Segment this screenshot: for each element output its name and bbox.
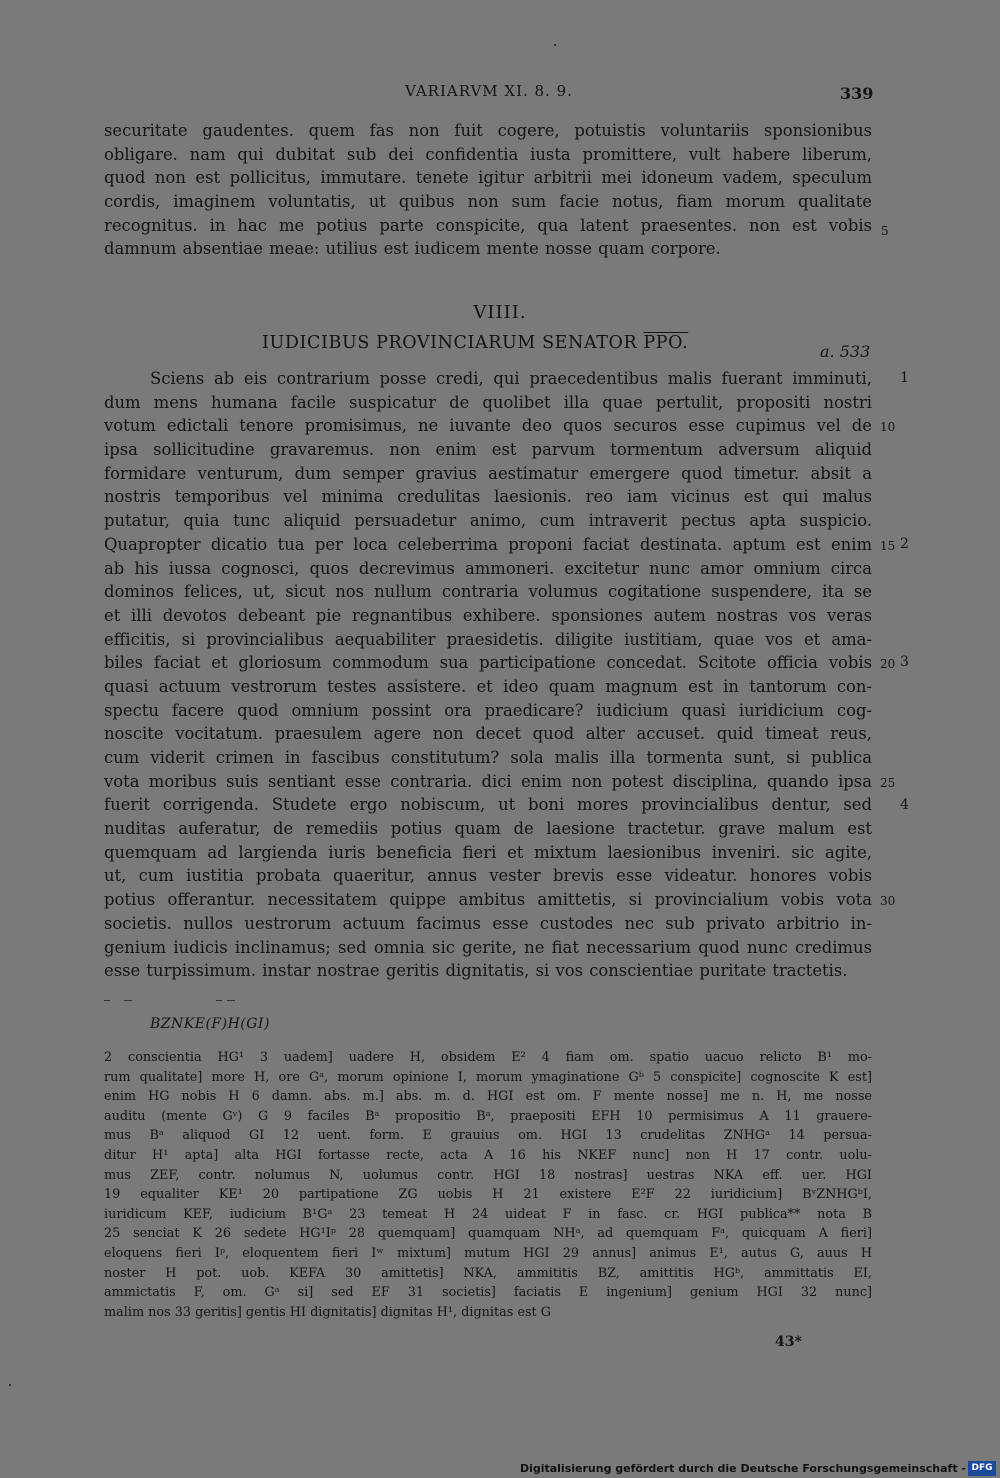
text-line: dum mens humana facile suspicatur de quolibet illa quae pertulit, propositi nostri	[104, 392, 872, 412]
text-line: Quapropter dicatio tua per loca celeberrima proponi faciat destinata. aptum est enim	[104, 534, 872, 554]
text-line: quod non est pollicitus, immutare. tenete igitur arbitrii mei idoneum vadem, speculum	[104, 168, 872, 188]
section-date: a. 533	[820, 342, 871, 361]
text-line: noster H pot. uob. KEFA 30 amittetis] NKA, ammititis BZ, amittitis HGᵇ, ammittatis EI,	[104, 1265, 872, 1281]
text-line: mus Bᵃ aliquod GI 12 uent. form. E grauius om. HGI 13 crudelitas ZNHGᵃ 14 persua-	[104, 1128, 872, 1144]
signature-mark: 43*	[775, 1334, 802, 1350]
section-title-main: IUDICIBUS PROVINCIARUM SENATOR	[262, 333, 638, 353]
text-line: auditu (mente Gᵛ) G 9 faciles Bᵃ propositio Bᵃ, praepositi EFH 10 permisimus A 11 grauere-	[104, 1108, 872, 1124]
text-line: potius offerantur. necessitatem quippe ambitus amittetis, si provincialium vobis vota	[104, 890, 872, 910]
text-line: cum viderit crimen in fascibus constitutum? sola malis illa tormenta sunt, si publica	[104, 748, 872, 767]
text-line: votum edictali tenore promisimus, ne iuvante deo quos securos esse cupimus vel de	[104, 416, 872, 436]
section-number-mark: 2	[900, 535, 909, 552]
body-paragraph	[104, 367, 872, 983]
text-line: vota moribus suis sentiant esse contraria. dici enim non potest disciplina, quando ipsa	[104, 771, 872, 791]
section-number-mark: 3	[900, 654, 909, 671]
text-line: ut, cum iustitia probata quaeritur, annus vester brevis esse videatur. honores vobis	[104, 866, 872, 886]
critical-apparatus	[104, 1048, 872, 1322]
text-line: nostris temporibus vel minima credulitas laesionis. reo iam vicinus est qui malus	[104, 487, 872, 507]
separator-dash	[216, 1000, 222, 1001]
text-line: quemquam ad largienda iuris beneficia fieri et mixtum laesionibus inveniri. sic agite,	[104, 842, 872, 862]
section-number-mark: 4	[900, 796, 909, 813]
line-number-mark: 25	[880, 775, 896, 790]
text-line: et illi devotos debeant pie regnantibus exhibere. sponsiones autem nostras vos veras	[104, 605, 872, 625]
text-line: 2 conscientia HG¹ 3 uadem] uadere H, obsidem E² 4 fiam om. spatio uacuo relicto B¹ mo-	[104, 1050, 872, 1065]
text-line: mus ZEF, contr. nolumus N, uolumus contr. HGI 18 nostras] uestras NKA eff. uer. HGI	[104, 1167, 872, 1183]
text-line: cordis, imaginem voluntatis, ut quibus non sum facie notus, fiam morum qualitate	[104, 192, 872, 212]
text-line: obligare. nam qui dubitat sub dei confidentia iusta promittere, vult habere liberum,	[104, 144, 872, 164]
running-header	[0, 82, 1000, 110]
text-line: rum qualitate] more H, ore Gᵃ, morum opinione I, morum ymaginatione Gᵇ 5 conspicite] cognoscite K est]	[104, 1069, 872, 1085]
text-line: biles faciat et gloriosum commodum sua participatione concedat. Scitote officia vobis	[104, 653, 872, 673]
text-line: noscite vocitatum. praesulem agere non decet quod alter accuset. quid timeat reus,	[104, 724, 872, 744]
footer-bar	[0, 1456, 1000, 1478]
text-line: malim nos 33 geritis] gentis HI dignitatis] dignitas H¹, dignitas est G	[104, 1304, 551, 1320]
separator-dash	[124, 1000, 132, 1001]
text-line: securitate gaudentes. quem fas non fuit cogere, potuistis voluntariis sponsionibus	[104, 121, 872, 140]
text-line: ipsa sollicitudine gravaremus. non enim est parvum tormentum adversum aliquid	[104, 440, 872, 460]
line-number-mark: 10	[880, 420, 896, 435]
text-line: 25 senciat K 26 sedete HG¹Iᵖ 28 quemquam] quamquam NHᵃ, ad quemquam Fᵃ, quicquam A fieri]	[104, 1226, 872, 1242]
text-line: iuridicum KEF, iudicium B¹Gᵃ 23 temeat H 24 uideat F in fasc. cr. HGI publica** nota B	[104, 1206, 872, 1222]
text-line: recognitus. in hac me potius parte conspicite, qua latent praesentes. non est vobis	[104, 215, 872, 235]
section-title	[262, 333, 688, 353]
text-line: formidare venturum, dum semper gravius aestimatur emergere quod timetur. absit a	[104, 463, 872, 483]
section-number: VIIII.	[473, 302, 527, 323]
text-line: ammictatis F, om. Gᵃ si] sed EF 31 societis] faciatis E ingenium] genium HGI 32 nunc]	[104, 1285, 872, 1301]
line-number-mark: 15	[880, 538, 896, 553]
text-line: ditur H¹ apta] alta HGI fortasse recte, acta A 16 his NKEF nunc] non H 17 contr. uolu-	[104, 1147, 872, 1163]
footer-credit: Digitalisierung gefördert durch die Deutsche Forschungsgemeinschaft -	[519, 1462, 966, 1475]
text-line: Sciens ab eis contrarium posse credi, qui praecedentibus malis fuerant imminuti,	[150, 369, 872, 388]
separator-dash	[104, 1000, 110, 1001]
text-line: esse turpissimum. instar nostrae geritis dignitatis, si vos conscientiae puritate tractetis.	[104, 961, 848, 981]
separator-dash	[227, 1000, 235, 1001]
text-line: societis. nullos uestrorum actuum facimus esse custodes nec sub privato arbitrio in-	[104, 913, 872, 933]
line-number-mark: 30	[880, 894, 896, 909]
text-line: ab his iussa cognosci, quos decrevimus ammoneri. excitetur nunc amor omnium circa	[104, 558, 872, 578]
text-line: damnum absentiae meae: utilius est iudicem mente nosse quam corpore.	[104, 239, 721, 259]
manuscript-sigla: BZNKE(F)H(GI)	[150, 1016, 270, 1032]
page-number: 339	[840, 84, 874, 103]
line-number-mark: 5	[881, 224, 889, 238]
text-line: putatur, quia tunc aliquid persuadetur animo, cum intraverit pectus apta suspicio.	[104, 511, 872, 531]
text-line: eloquens fieri Iᵖ, eloquentem fieri Iʷ mixtum] mutum HGI 29 annus] animus E¹, autus G, auus H	[104, 1245, 872, 1261]
text-line: spectu facere quod omnium possint ora praedicare? iudicium quasi iuridicium cog-	[104, 700, 872, 720]
text-line: enim HG nobis H 6 damn. abs. m.] abs. m. d. HGI est om. F mente nosse] me n. H, me nosse	[104, 1089, 872, 1105]
text-line: genium iudicis inclinamus; sed omnia sic gerite, ne fiat necessarium quod nunc credimus	[104, 937, 872, 957]
text-line: fuerit corrigenda. Studete ergo nobiscum, ut boni mores provincialibus dentur, sed	[104, 795, 872, 815]
scan-speck	[554, 44, 556, 46]
section-title-abbr: PPO.	[643, 333, 689, 353]
scan-speck	[9, 1384, 11, 1386]
text-line: dominos felices, ut, sicut nos nullum contraria volumus cogitatione suspendere, ita se	[104, 582, 872, 602]
text-line: nuditas auferatur, de remediis potius quam de laesione tractetur. grave malum est	[104, 819, 872, 839]
running-title: VARIARVM XI. 8. 9.	[405, 82, 573, 100]
dfg-logo-icon: DFG	[968, 1461, 996, 1476]
top-paragraph	[104, 119, 872, 261]
text-line: quasi actuum vestrorum testes assistere. et ideo quam magnum est in tantorum con-	[104, 676, 872, 696]
section-number-mark: 1	[900, 370, 909, 386]
line-number-mark: 20	[880, 657, 896, 672]
text-line: 19 equaliter KE¹ 20 partipatione ZG uobis H 21 existere E²F 22 iuridicium] BᵛZNHGᵇI,	[104, 1187, 872, 1203]
text-line: efficitis, si provincialibus aequabiliter praesidetis. diligite iustitiam, quae vos et ama-	[104, 629, 872, 649]
